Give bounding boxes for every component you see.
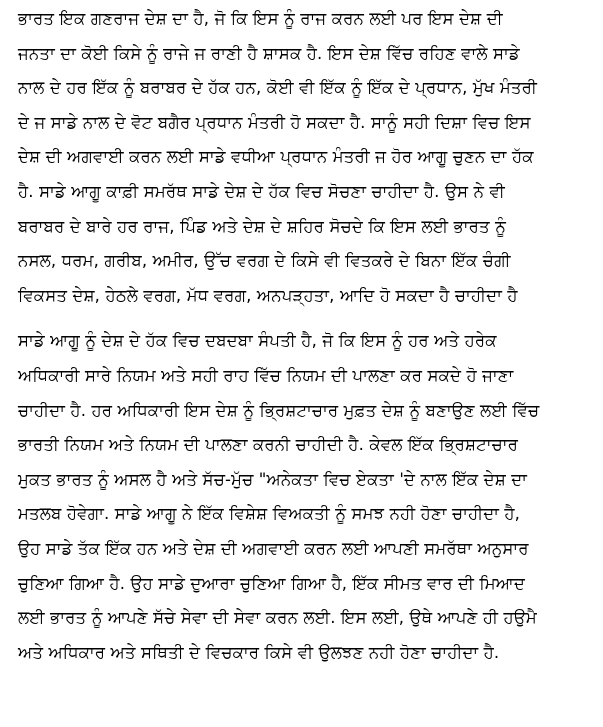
- text-line: ਬਰਾਬਰ ਦੇ ਬਾਰੇ ਹਰ ਰਾਜ, ਪਿੰਡ ਅਤੇ ਦੇਸ਼ ਦੇ ਸ਼ਹਿਰ ਸੋਚਦੇ ਕਿ ਇਸ ਲਈ ਭਾਰਤ ਨੂੰ: [18, 216, 506, 236]
- text-line: ਮੁਕਤ ਭਾਰਤ ਨੂੰ ਅਸਲ ਹੈ ਅਤੇ ਸੱਚ-ਮੁੱਚ "ਅਨੇਕਤਾ ਵਿਚ ਏਕਤਾ 'ਦੇ ਨਾਲ ਇੱਕ ਦੇਸ਼ ਦਾ: [18, 469, 528, 489]
- text-line: ਅਤੇ ਅਧਿਕਾਰ ਅਤੇ ਸਥਿਤੀ ਦੇ ਵਿਚਕਾਰ ਕਿਸੇ ਵੀ ਉਲਝਣ ਨਹੀ ਹੋਣਾ ਚਾਹੀਦਾ ਹੈ.: [18, 642, 500, 662]
- document-body: [18, 0, 603, 670]
- text-line: ਚਾਹੀਦਾ ਹੈ. ਹਰ ਅਧਿਕਾਰੀ ਇਸ ਦੇਸ਼ ਨੂੰ ਭ੍ਰਿਸ਼ਟਾਚਾਰ ਮੁਫ਼ਤ ਦੇਸ਼ ਨੂੰ ਬਣਾਉਣ ਲਈ ਵਿੱਚ: [18, 400, 540, 420]
- text-line: ਚੁਣਿਆ ਗਿਆ ਹੈ. ਉਹ ਸਾਡੇ ਦੁਆਰਾ ਚੁਣਿਆ ਗਿਆ ਹੈ, ਇੱਕ ਸੀਮਤ ਵਾਰ ਦੀ ਮਿਆਦ: [18, 573, 525, 593]
- text-line: ਸਾਡੇ ਆਗੂ ਨੂੰ ਦੇਸ਼ ਦੇ ਹੱਕ ਵਿਚ ਦਬਦਬਾ ਸੰਪਤੀ ਹੈ, ਜੋ ਕਿ ਇਸ ਨੂੰ ਹਰ ਅਤੇ ਹਰੇਕ: [18, 331, 497, 351]
- text-line: ਵਿਕਸਤ ਦੇਸ਼, ਹੇਠਲੇ ਵਰਗ, ਮੱਧ ਵਰਗ, ਅਨਪੜ੍ਹਤਾ, ਆਦਿ ਹੋ ਸਕਦਾ ਹੈ ਚਾਹੀਦਾ ਹੈ: [18, 285, 518, 305]
- text-line: ਹੈ. ਸਾਡੇ ਆਗੂ ਕਾਫ਼ੀ ਸਮਰੱਥ ਸਾਡੇ ਦੇਸ਼ ਦੇ ਹੱਕ ਵਿਚ ਸੋਚਣਾ ਚਾਹੀਦਾ ਹੈ. ਉਸ ਨੇ ਵੀ: [18, 181, 505, 201]
- text-line: ਮਤਲਬ ਹੋਵੇਗਾ. ਸਾਡੇ ਆਗੂ ਨੇ ਇੱਕ ਵਿਸ਼ੇਸ਼ ਵਿਅਕਤੀ ਨੂੰ ਸਮਝ ਨਹੀ ਹੋਣਾ ਚਾਹੀਦਾ ਹੈ,: [18, 504, 521, 524]
- text-line: ਅਧਿਕਾਰੀ ਸਾਰੇ ਨਿਯਮ ਅਤੇ ਸਹੀ ਰਾਹ ਵਿੱਚ ਨਿਯਮ ਦੀ ਪਾਲਣਾ ਕਰ ਸਕਦੇ ਹੋ ਜਾਣਾ: [18, 365, 514, 385]
- text-line: ਦੇਸ਼ ਦੀ ਅਗਵਾਈ ਕਰਨ ਲਈ ਸਾਡੇ ਵਧੀਆ ਪ੍ਰਧਾਨ ਮੰਤਰੀ ਜ ਹੋਰ ਆਗੂ ਚੁਣਨ ਦਾ ਹੱਕ: [18, 147, 534, 167]
- text-line: ਨਾਲ ਦੇ ਹਰ ਇੱਕ ਨੂੰ ਬਰਾਬਰ ਦੇ ਹੱਕ ਹਨ, ਕੋਈ ਵੀ ਇੱਕ ਨੂੰ ਇੱਕ ਦੇ ਪ੍ਰਧਾਨ, ਮੁੱਖ ਮੰਤਰੀ: [18, 78, 537, 98]
- text-line: ਜਨਤਾ ਦਾ ਕੋਈ ਕਿਸੇ ਨੂੰ ਰਾਜੇ ਜ ਰਾਣੀ ਹੈ ਸ਼ਾਸਕ ਹੈ. ਇਸ ਦੇਸ਼ ਵਿੱਚ ਰਹਿਣ ਵਾਲੇ ਸਾਡੇ: [18, 43, 520, 63]
- text-line: ਨਸਲ, ਧਰਮ, ਗਰੀਬ, ਅਮੀਰ, ਉੱਚ ਵਰਗ ਦੇ ਕਿਸੇ ਵੀ ਵਿਤਕਰੇ ਦੇ ਬਿਨਾ ਇੱਕ ਚੰਗੀ: [18, 251, 511, 271]
- text-line: ਭਾਰਤੀ ਨਿਯਮ ਅਤੇ ਨਿਯਮ ਦੀ ਪਾਲਣਾ ਕਰਨੀ ਚਾਹੀਦੀ ਹੈ. ਕੇਵਲ ਇੱਕ ਭ੍ਰਿਸ਼ਟਾਚਾਰ: [18, 435, 518, 455]
- text-line: ਲਈ ਭਾਰਤ ਨੂੰ ਆਪਣੇ ਸੱਚੇ ਸੇਵਾ ਦੀ ਸੇਵਾ ਕਰਨ ਲਈ. ਇਸ ਲਈ, ਉਥੇ ਆਪਣੇ ਹੀ ਹਉਮੈ: [18, 608, 537, 628]
- text-line: ਦੇ ਜ ਸਾਡੇ ਨਾਲ ਦੇ ਵੋਟ ਬਗੈਰ ਪ੍ਰਧਾਨ ਮੰਤਰੀ ਹੋ ਸਕਦਾ ਹੈ. ਸਾਨੂੰ ਸਹੀ ਦਿਸ਼ਾ ਵਿਚ ਇਸ: [18, 112, 531, 132]
- text-line: ਉਹ ਸਾਡੇ ਤੱਕ ਇੱਕ ਹਨ ਅਤੇ ਦੇਸ਼ ਦੀ ਅਗਵਾਈ ਕਰਨ ਲਈ ਆਪਣੀ ਸਮਰੱਥਾ ਅਨੁਸਾਰ: [18, 538, 529, 558]
- paragraph-2: [18, 324, 603, 670]
- text-line: ਭਾਰਤ ਇਕ ਗਣਰਾਜ ਦੇਸ਼ ਦਾ ਹੈ, ਜੋ ਕਿ ਇਸ ਨੂੰ ਰਾਜ ਕਰਨ ਲਈ ਪਰ ਇਸ ਦੇਸ਼ ਦੀ: [18, 9, 503, 28]
- paragraph-1: [18, 0, 603, 313]
